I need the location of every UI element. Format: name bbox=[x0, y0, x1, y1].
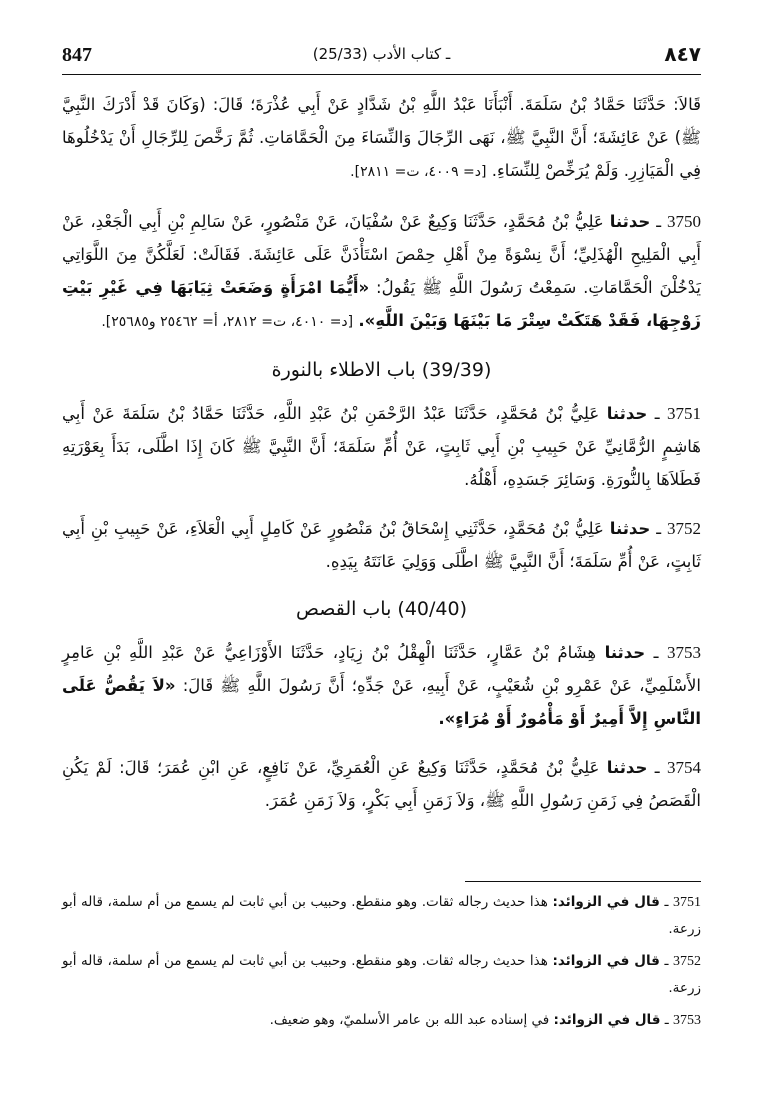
hadith-3751: 3751 ـ حدثنا عَلِيُّ بْنُ مُحَمَّدٍ، حَدَّثَنَا عَبْدُ الرَّحْمَنِ بْنُ عَبْدِ اللَّهِ، حَدَّثَنَا حَمَّادُ بْنُ سَلَمَةَ عَنْ أَبِي هَاشِمٍ الرُّمَّانِيِّ عَنْ حَبِيبِ بْنِ أَبِي ثَابِتٍ، عَنْ أُمِّ سَلَمَةَ؛ أَنَّ النَّبِيَّ ﷺ كَانَ إِذَا اطَّلَى، بَدَأَ بِعَوْرَتِهِ فَطَلاَهَا بِالنُّورَةِ. وَسَائِرَ جَسَدِهِ، أَهْلُهُ. bbox=[62, 404, 702, 489]
hadith-matn: «أَيُّمَا امْرَأَةٍ وَضَعَتْ ثِيَابَهَا فِي غَيْرِ بَيْتِ زَوْجِهَا، فَقَدْ هَتَكَتْ سِتْرَ مَا بَيْنَهَا وَبَيْنَ اللَّهِ». bbox=[62, 278, 701, 330]
hadith-isnad-lead: حدثنا bbox=[604, 643, 646, 662]
hadith-text: عَلِيُّ بْنُ مُحَمَّدٍ، حَدَّثَنَا وَكِيعٌ عَنِ الْعُمَرِيِّ، عَنْ نَافِعٍ، عَنِ ابْنِ عُمَرَ؛ قَالَ: لَمْ يَكُنِ الْقَصَصُ فِي زَمَنِ رَسُولِ اللَّهِ ﷺ، وَلاَ زَمَنِ أَبِي بَكْرٍ، وَلاَ زَمَنِ عُمَرَ. bbox=[62, 758, 701, 810]
hadith-reference: [د= ٤٠١٠، ت= ٢٨١٢، أ= ٢٥٤٦٢ و٢٥٦٨٥]. bbox=[101, 314, 354, 330]
hadith-number: 3751 bbox=[667, 404, 702, 423]
hadith-isnad-lead: حدثنا bbox=[609, 212, 651, 231]
footnote-number: 3753 bbox=[673, 1013, 701, 1028]
footnote-number: 3751 bbox=[673, 895, 701, 910]
footnote-label: قال في الزوائد: bbox=[553, 1012, 661, 1028]
hadith-3750: 3750 ـ حدثنا عَلِيُّ بْنُ مُحَمَّدٍ، حَدَّثَنَا وَكِيعٌ عَنْ سُفْيَانَ، عَنْ مَنْصُورٍ، عَنْ سَالِمِ بْنِ أَبِي الْجَعْدِ، عَنْ أَبِي الْمَلِيحِ الْهُذَلِيِّ؛ أَنَّ نِسْوَةً مِنْ أَهْلِ حِمْصَ اسْتَأْذَنَّ عَلَى عَائِشَةَ. فَقَالَتْ: لَعَلَّكُنَّ مِنَ اللَّوَاتِي يَدْخُلْنَ الْحَمَّامَاتِ. سَمِعْتُ رَسُولَ اللَّهِ ﷺ يَقُولُ: «أَيُّمَا امْرَأَةٍ وَضَعَتْ ثِيَابَهَا فِي غَيْرِ بَيْتِ زَوْجِهَا، فَقَدْ هَتَكَتْ سِتْرَ مَا بَيْنَهَا وَبَيْنَ اللَّهِ». [د= ٤٠١٠، ت= ٢٨١٢، أ= ٢٥٤٦٢ و٢٥٦٨٥]. bbox=[62, 212, 701, 330]
hadith-3754: 3754 ـ حدثنا عَلِيُّ بْنُ مُحَمَّدٍ، حَدَّثَنَا وَكِيعٌ عَنِ الْعُمَرِيِّ، عَنْ نَافِعٍ، عَنِ ابْنِ عُمَرَ؛ قَالَ: لَمْ يَكُنِ الْقَصَصُ فِي زَمَنِ رَسُولِ اللَّهِ ﷺ، وَلاَ زَمَنِ أَبِي بَكْرٍ، وَلاَ زَمَنِ عُمَرَ. bbox=[62, 758, 701, 810]
hadith-text: هِشَامُ بْنُ عَمَّارٍ، حَدَّثَنَا الْهِقْلُ بْنُ زِيَادٍ، حَدَّثَنَا الأَوْزَاعِيُّ عَنْ عَبْدِ اللَّهِ بْنِ عَامِرٍ الأَسْلَمِيِّ، عَنْ عَمْرِو بْنِ شُعَيْبٍ، عَنْ أَبِيهِ، عَنْ جَدِّهِ؛ أَنَّ رَسُولَ اللَّهِ ﷺ قَالَ: bbox=[62, 643, 702, 695]
footnote-label: قال في الزوائد: bbox=[552, 894, 660, 910]
hadith-reference: [د= ٤٠٠٩، ت= ٢٨١١]. bbox=[350, 164, 487, 180]
hadith-matn: «لاَ يَقُصُّ عَلَى النَّاسِ إِلاَّ أَمِيرٌ أَوْ مَأْمُورٌ أَوْ مُرَاءٍ». bbox=[62, 676, 701, 728]
hadith-3753: 3753 ـ حدثنا هِشَامُ بْنُ عَمَّارٍ، حَدَّثَنَا الْهِقْلُ بْنُ زِيَادٍ، حَدَّثَنَا الأَوْزَاعِيُّ عَنْ عَبْدِ اللَّهِ بْنِ عَامِرٍ الأَسْلَمِيِّ، عَنْ عَمْرِو بْنِ شُعَيْبٍ، عَنْ أَبِيهِ، عَنْ جَدِّهِ؛ أَنَّ رَسُولَ اللَّهِ ﷺ قَالَ: «لاَ يَقُصُّ عَلَى النَّاسِ إِلاَّ أَمِيرٌ أَوْ مَأْمُورٌ أَوْ مُرَاءٍ». bbox=[62, 643, 702, 728]
hadith-number: 3754 bbox=[667, 758, 701, 777]
hadith-continuation bbox=[62, 88, 701, 189]
hadith-isnad-lead: حدثنا bbox=[609, 519, 651, 538]
footnote-text: في إسناده عبد الله بن عامر الأسلميّ، وهو ضعيف. bbox=[269, 1012, 550, 1028]
running-title: (25/33) ـ كتاب الأدب bbox=[312, 45, 451, 63]
hadith-isnad-lead: حدثنا bbox=[606, 758, 648, 777]
page-header bbox=[62, 40, 701, 75]
chapter-heading: (39/39) باب الاطلاء بالنورة bbox=[271, 359, 492, 381]
page-number-latin: 847 bbox=[62, 44, 92, 66]
footnote-label: قال في الزوائد: bbox=[552, 953, 660, 969]
chapter-heading: (40/40) باب القصص bbox=[295, 598, 468, 620]
page-number-arabic: ٨٤٧ bbox=[664, 42, 701, 66]
footnote-divider bbox=[465, 881, 701, 882]
hadith-text: عَلِيُّ بْنُ مُحَمَّدٍ، حَدَّثَنَا عَبْدُ الرَّحْمَنِ بْنُ عَبْدِ اللَّهِ، حَدَّثَنَا حَمَّادُ بْنُ سَلَمَةَ عَنْ أَبِي هَاشِمٍ الرُّمَّانِيِّ عَنْ حَبِيبِ بْنِ أَبِي ثَابِتٍ، عَنْ أُمِّ سَلَمَةَ؛ أَنَّ النَّبِيَّ ﷺ كَانَ إِذَا اطَّلَى، بَدَأَ بِعَوْرَتِهِ فَطَلاَهَا بِالنُّورَةِ. وَسَائِرَ جَسَدِهِ، أَهْلُهُ. bbox=[62, 404, 701, 489]
hadith-number: 3752 bbox=[667, 519, 701, 538]
footnote: 3751 ـ قال في الزوائد: هذا حديث رجاله ثقات. وهو منقطع. وحبيب بن أبي ثابت لم يسمع من أم سلمة، قاله أبو زرعة. bbox=[62, 894, 701, 937]
footnotes bbox=[62, 889, 701, 1040]
hadith-isnad-lead: حدثنا bbox=[606, 404, 648, 423]
footnote-number: 3752 bbox=[673, 954, 701, 969]
hadith-3752: 3752 ـ حدثنا عَلِيُّ بْنُ مُحَمَّدٍ، حَدَّثَنِي إِسْحَاقُ بْنُ مَنْصُورٍ عَنْ كَامِلٍ أَبِي الْعَلاَءِ، عَنْ حَبِيبِ بْنِ أَبِي ثَابِتٍ، عَنْ أُمِّ سَلَمَةَ؛ أَنَّ النَّبِيَّ ﷺ اطَّلَى وَوَلِيَ عَانَتَهُ بِيَدِهِ. bbox=[62, 519, 701, 571]
hadith-text: عَلِيُّ بْنُ مُحَمَّدٍ، حَدَّثَنَا وَكِيعٌ عَنْ سُفْيَانَ، عَنْ مَنْصُورٍ، عَنْ سَالِمِ بْنِ أَبِي الْجَعْدِ، عَنْ أَبِي الْمَلِيحِ الْهُذَلِيِّ؛ أَنَّ نِسْوَةً مِنْ أَهْلِ حِمْصَ اسْتَأْذَنَّ عَلَى عَائِشَةَ. فَقَالَتْ: لَعَلَّكُنَّ مِنَ اللَّوَاتِي يَدْخُلْنَ الْحَمَّامَاتِ. سَمِعْتُ رَسُولَ اللَّهِ ﷺ يَقُولُ: bbox=[62, 212, 701, 297]
hadith-number: 3750 bbox=[667, 212, 701, 231]
footnote: 3752 ـ قال في الزوائد: هذا حديث رجاله ثقات. وهو منقطع. وحبيب بن أبي ثابت لم يسمع من أم سلمة، قاله أبو زرعة. bbox=[62, 953, 701, 996]
footnote-text: هذا حديث رجاله ثقات. وهو منقطع. وحبيب بن أبي ثابت لم يسمع من أم سلمة، قاله أبو زرعة. bbox=[62, 894, 701, 937]
footnote: 3753 ـ قال في الزوائد: في إسناده عبد الله بن عامر الأسلميّ، وهو ضعيف. bbox=[269, 1012, 701, 1028]
hadith-text: عَلِيُّ بْنُ مُحَمَّدٍ، حَدَّثَنِي إِسْحَاقُ بْنُ مَنْصُورٍ عَنْ كَامِلٍ أَبِي الْعَلاَءِ، عَنْ حَبِيبِ بْنِ أَبِي ثَابِتٍ، عَنْ أُمِّ سَلَمَةَ؛ أَنَّ النَّبِيَّ ﷺ اطَّلَى وَوَلِيَ عَانَتَهُ بِيَدِهِ. bbox=[62, 519, 701, 571]
footnote-text: هذا حديث رجاله ثقات. وهو منقطع. وحبيب بن أبي ثابت لم يسمع من أم سلمة، قاله أبو زرعة. bbox=[62, 953, 701, 996]
hadith-text: قَالاَ: حَدَّثَنَا حَمَّادُ بْنُ سَلَمَةَ. أَنْبَأَنَا عَبْدُ اللَّهِ بْنُ شَدَّادٍ عَنْ أَبِي عُذْرَةَ؛ قَالَ: (وَكَانَ قَدْ أَدْرَكَ النَّبِيَّ ﷺ) عَنْ عَائِشَةَ؛ أَنَّ النَّبِيَّ ﷺ، نَهَى الرِّجَالَ وَالنِّسَاءَ مِنَ الْحَمَّامَاتِ. ثُمَّ رَخَّصَ لِلرِّجَالِ أَنْ يَدْخُلُوهَا فِي الْمَيَازِرِ. وَلَمْ يُرَخِّصْ لِلنِّسَاءِ. bbox=[62, 95, 701, 180]
main-text bbox=[62, 88, 701, 833]
hadith-number: 3753 bbox=[667, 643, 701, 662]
